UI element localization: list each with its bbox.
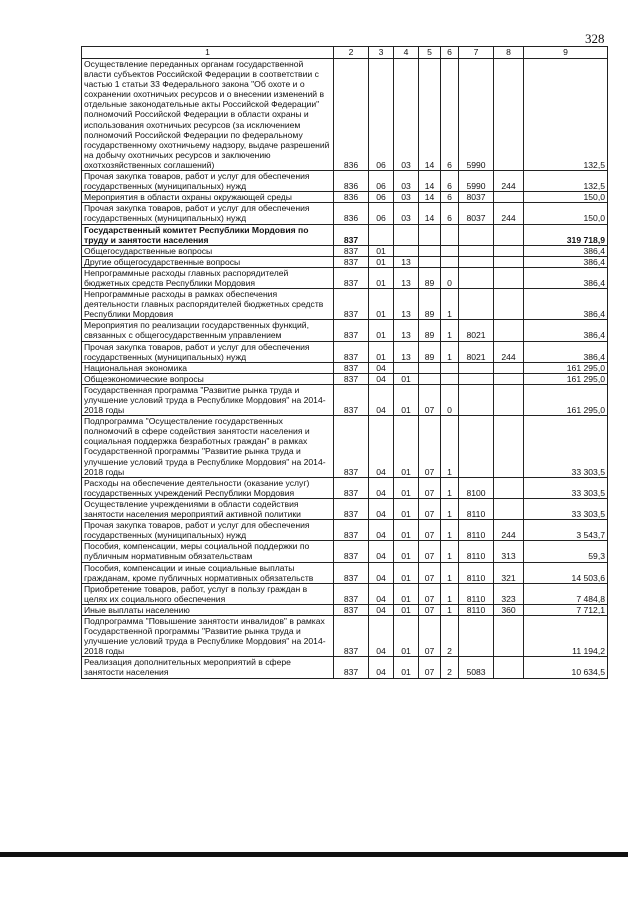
subsection-code: 01 xyxy=(394,604,419,615)
amount-cell: 150,0 xyxy=(524,192,608,203)
row-description: Осуществление переданных органам государственной власти субъектов Российской Федерации в соответствии с частью 1 статьи 33 Федерального закона "Об охоте и о сохранении охотничьих ресурсов и о внесении изменений в отдельные законодательные акты Российской Федерации" полномочий Российской Федерации в области охраны и использования охотничьих ресурсов (за исключением полномочий Российской Федерации по федеральному государственному охотничьему надзору, выдаче разрешений на добычу охотничьих ресурсов и заключению охотхозяйственных соглашений) xyxy=(82,59,334,171)
target-code: 8037 xyxy=(459,192,494,203)
ministry-code: 837 xyxy=(334,373,369,384)
table-row xyxy=(82,583,608,604)
section-code: 04 xyxy=(369,416,394,478)
ministry-code: 837 xyxy=(334,267,369,288)
expense-type-code xyxy=(494,477,524,498)
amount-cell: 319 718,9 xyxy=(524,224,608,245)
ministry-code: 836 xyxy=(334,171,369,192)
program-code: 07 xyxy=(419,384,441,415)
subprogram-code: 6 xyxy=(441,203,459,224)
target-code xyxy=(459,384,494,415)
subsection-code: 03 xyxy=(394,59,419,171)
section-code: 04 xyxy=(369,604,394,615)
target-code xyxy=(459,245,494,256)
section-code: 06 xyxy=(369,59,394,171)
ministry-code: 837 xyxy=(334,224,369,245)
ministry-code: 837 xyxy=(334,245,369,256)
expense-type-code xyxy=(494,498,524,519)
table-row xyxy=(82,657,608,678)
page-number: 328 xyxy=(585,31,605,46)
column-header: 1 xyxy=(82,47,334,59)
expense-type-code xyxy=(494,657,524,678)
expense-type-code xyxy=(494,245,524,256)
subprogram-code: 6 xyxy=(441,171,459,192)
expense-type-code xyxy=(494,373,524,384)
section-code: 04 xyxy=(369,498,394,519)
program-code xyxy=(419,256,441,267)
table-row xyxy=(82,562,608,583)
row-description: Осуществление учреждениями в области содействия занятости населения мероприятий активной политики xyxy=(82,498,334,519)
row-description: Приобретение товаров, работ, услуг в пользу граждан в целях их социального обеспечения xyxy=(82,583,334,604)
section-code: 04 xyxy=(369,615,394,656)
expense-type-code: 244 xyxy=(494,171,524,192)
expense-type-code xyxy=(494,59,524,171)
table-row xyxy=(82,373,608,384)
subprogram-code: 1 xyxy=(441,562,459,583)
section-code: 04 xyxy=(369,583,394,604)
subprogram-code: 6 xyxy=(441,59,459,171)
subsection-code: 01 xyxy=(394,477,419,498)
ministry-code: 837 xyxy=(334,498,369,519)
expense-type-code xyxy=(494,320,524,341)
program-code: 89 xyxy=(419,341,441,362)
target-code: 8021 xyxy=(459,320,494,341)
section-code: 01 xyxy=(369,320,394,341)
subsection-code xyxy=(394,245,419,256)
amount-cell: 161 295,0 xyxy=(524,373,608,384)
section-code: 01 xyxy=(369,341,394,362)
row-description: Пособия, компенсации, меры социальной поддержки по публичным нормативным обязательствам xyxy=(82,541,334,562)
subsection-code: 01 xyxy=(394,498,419,519)
section-code: 04 xyxy=(369,541,394,562)
subprogram-code: 1 xyxy=(441,541,459,562)
program-code: 07 xyxy=(419,657,441,678)
ministry-code: 837 xyxy=(334,477,369,498)
subprogram-code: 1 xyxy=(441,416,459,478)
expense-type-code: 360 xyxy=(494,604,524,615)
subsection-code: 13 xyxy=(394,341,419,362)
ministry-code: 837 xyxy=(334,604,369,615)
target-code xyxy=(459,224,494,245)
program-code: 89 xyxy=(419,320,441,341)
amount-cell: 386,4 xyxy=(524,320,608,341)
ministry-code: 837 xyxy=(334,583,369,604)
row-description: Прочая закупка товаров, работ и услуг для обеспечения государственных (муниципальных) нужд xyxy=(82,341,334,362)
ministry-code: 837 xyxy=(334,562,369,583)
expense-type-code xyxy=(494,289,524,320)
subsection-code: 01 xyxy=(394,416,419,478)
subprogram-code: 2 xyxy=(441,615,459,656)
expense-type-code xyxy=(494,267,524,288)
expense-type-code: 321 xyxy=(494,562,524,583)
table-row xyxy=(82,320,608,341)
ministry-code: 836 xyxy=(334,192,369,203)
target-code xyxy=(459,373,494,384)
amount-cell: 33 303,5 xyxy=(524,416,608,478)
footer-rule xyxy=(0,852,628,857)
column-header: 5 xyxy=(419,47,441,59)
section-code xyxy=(369,224,394,245)
table-row xyxy=(82,192,608,203)
row-description: Общеэкономические вопросы xyxy=(82,373,334,384)
amount-cell: 132,5 xyxy=(524,171,608,192)
column-header: 9 xyxy=(524,47,608,59)
table-row xyxy=(82,384,608,415)
subsection-code: 13 xyxy=(394,256,419,267)
section-code: 04 xyxy=(369,384,394,415)
program-code: 07 xyxy=(419,583,441,604)
expense-type-code: 244 xyxy=(494,341,524,362)
row-description: Прочая закупка товаров, работ и услуг для обеспечения государственных (муниципальных) нужд xyxy=(82,203,334,224)
section-code: 04 xyxy=(369,373,394,384)
amount-cell: 386,4 xyxy=(524,245,608,256)
target-code xyxy=(459,267,494,288)
ministry-code: 837 xyxy=(334,341,369,362)
subprogram-code: 1 xyxy=(441,520,459,541)
subprogram-code: 1 xyxy=(441,604,459,615)
row-description: Другие общегосударственные вопросы xyxy=(82,256,334,267)
table-body xyxy=(82,59,608,679)
row-description: Прочая закупка товаров, работ и услуг для обеспечения государственных (муниципальных) нужд xyxy=(82,520,334,541)
amount-cell: 150,0 xyxy=(524,203,608,224)
ministry-code: 837 xyxy=(334,256,369,267)
expense-type-code: 313 xyxy=(494,541,524,562)
subsection-code: 01 xyxy=(394,520,419,541)
amount-cell: 59,3 xyxy=(524,541,608,562)
header-row xyxy=(82,47,608,59)
subsection-code: 13 xyxy=(394,289,419,320)
target-code: 5990 xyxy=(459,59,494,171)
expense-type-code xyxy=(494,256,524,267)
subprogram-code: 1 xyxy=(441,498,459,519)
row-description: Реализация дополнительных мероприятий в сфере занятости населения xyxy=(82,657,334,678)
subsection-code: 13 xyxy=(394,267,419,288)
section-code: 06 xyxy=(369,203,394,224)
amount-cell: 132,5 xyxy=(524,59,608,171)
amount-cell: 11 194,2 xyxy=(524,615,608,656)
subsection-code: 01 xyxy=(394,373,419,384)
program-code: 07 xyxy=(419,498,441,519)
subsection-code: 01 xyxy=(394,615,419,656)
table-row xyxy=(82,498,608,519)
row-description: Прочая закупка товаров, работ и услуг для обеспечения государственных (муниципальных) нужд xyxy=(82,171,334,192)
program-code: 14 xyxy=(419,192,441,203)
program-code: 07 xyxy=(419,615,441,656)
amount-cell: 386,4 xyxy=(524,267,608,288)
subsection-code: 03 xyxy=(394,171,419,192)
section-code: 06 xyxy=(369,192,394,203)
program-code xyxy=(419,373,441,384)
ministry-code: 837 xyxy=(334,320,369,341)
amount-cell: 14 503,6 xyxy=(524,562,608,583)
subsection-code: 13 xyxy=(394,320,419,341)
table-row xyxy=(82,289,608,320)
program-code xyxy=(419,224,441,245)
amount-cell: 33 303,5 xyxy=(524,477,608,498)
row-description: Общегосударственные вопросы xyxy=(82,245,334,256)
program-code: 07 xyxy=(419,416,441,478)
row-description: Непрограммные расходы главных распорядителей бюджетных средств Республики Мордовия xyxy=(82,267,334,288)
budget-table xyxy=(81,46,608,679)
amount-cell: 386,4 xyxy=(524,341,608,362)
ministry-code: 836 xyxy=(334,59,369,171)
target-code: 8110 xyxy=(459,583,494,604)
table-row xyxy=(82,267,608,288)
section-code: 04 xyxy=(369,657,394,678)
subprogram-code xyxy=(441,224,459,245)
subprogram-code: 2 xyxy=(441,657,459,678)
program-code xyxy=(419,362,441,373)
section-code: 01 xyxy=(369,289,394,320)
subsection-code xyxy=(394,224,419,245)
row-description: Подпрограмма "Осуществление государственных полномочий в сфере содействия занятости населения и социальная поддержка безработных граждан" в рамках Государственной программы "Развитие рынка труда и улучшение условий труда в Республике Мордовия" на 2014-2018 годы xyxy=(82,416,334,478)
ministry-code: 837 xyxy=(334,615,369,656)
target-code: 8037 xyxy=(459,203,494,224)
expense-type-code xyxy=(494,416,524,478)
subprogram-code: 0 xyxy=(441,267,459,288)
table-row xyxy=(82,416,608,478)
ministry-code: 837 xyxy=(334,520,369,541)
table-row xyxy=(82,541,608,562)
expense-type-code xyxy=(494,384,524,415)
table-row xyxy=(82,362,608,373)
target-code: 8110 xyxy=(459,562,494,583)
amount-cell: 161 295,0 xyxy=(524,362,608,373)
program-code: 07 xyxy=(419,562,441,583)
ministry-code: 836 xyxy=(334,203,369,224)
program-code: 07 xyxy=(419,541,441,562)
row-description: Пособия, компенсации и иные социальные выплаты гражданам, кроме публичных нормативных обязательств xyxy=(82,562,334,583)
table-row xyxy=(82,604,608,615)
expense-type-code: 244 xyxy=(494,203,524,224)
target-code xyxy=(459,615,494,656)
column-header: 2 xyxy=(334,47,369,59)
program-code xyxy=(419,245,441,256)
row-description: Непрограммные расходы в рамках обеспечения деятельности главных распорядителей бюджетных средств Республики Мордовия xyxy=(82,289,334,320)
expense-type-code xyxy=(494,224,524,245)
subsection-code: 01 xyxy=(394,384,419,415)
amount-cell: 386,4 xyxy=(524,289,608,320)
subsection-code: 03 xyxy=(394,203,419,224)
subprogram-code xyxy=(441,373,459,384)
row-description: Расходы на обеспечение деятельности (оказание услуг) государственных учреждений Республики Мордовия xyxy=(82,477,334,498)
ministry-code: 837 xyxy=(334,384,369,415)
program-code: 89 xyxy=(419,289,441,320)
expense-type-code xyxy=(494,615,524,656)
section-code: 01 xyxy=(369,245,394,256)
row-description: Мероприятия в области охраны окружающей среды xyxy=(82,192,334,203)
target-code xyxy=(459,289,494,320)
ministry-code: 837 xyxy=(334,416,369,478)
table-row xyxy=(82,203,608,224)
table-row xyxy=(82,59,608,171)
subprogram-code: 1 xyxy=(441,583,459,604)
target-code xyxy=(459,362,494,373)
target-code: 8110 xyxy=(459,604,494,615)
column-header: 8 xyxy=(494,47,524,59)
target-code: 8021 xyxy=(459,341,494,362)
row-description: Иные выплаты населению xyxy=(82,604,334,615)
subsection-code xyxy=(394,362,419,373)
target-code xyxy=(459,256,494,267)
subprogram-code: 1 xyxy=(441,320,459,341)
program-code: 07 xyxy=(419,520,441,541)
expense-type-code xyxy=(494,362,524,373)
column-header: 6 xyxy=(441,47,459,59)
amount-cell: 7 712,1 xyxy=(524,604,608,615)
subsection-code: 03 xyxy=(394,192,419,203)
target-code xyxy=(459,416,494,478)
expense-type-code xyxy=(494,192,524,203)
table-row xyxy=(82,171,608,192)
program-code: 14 xyxy=(419,203,441,224)
target-code: 5990 xyxy=(459,171,494,192)
section-code: 04 xyxy=(369,362,394,373)
table-row xyxy=(82,615,608,656)
ministry-code: 837 xyxy=(334,362,369,373)
target-code: 5083 xyxy=(459,657,494,678)
program-code: 89 xyxy=(419,267,441,288)
subsection-code: 01 xyxy=(394,657,419,678)
row-description: Подпрограмма "Повышение занятости инвалидов" в рамках Государственной программы "Развитие рынка труда и улучшение условий труда в Республике Мордовия" на 2014-2018 годы xyxy=(82,615,334,656)
ministry-code: 837 xyxy=(334,657,369,678)
section-code: 04 xyxy=(369,477,394,498)
program-code: 07 xyxy=(419,604,441,615)
column-header: 3 xyxy=(369,47,394,59)
row-description: Национальная экономика xyxy=(82,362,334,373)
target-code: 8110 xyxy=(459,520,494,541)
subsection-code: 01 xyxy=(394,541,419,562)
target-code: 8110 xyxy=(459,498,494,519)
section-code: 01 xyxy=(369,267,394,288)
table-row xyxy=(82,256,608,267)
expense-type-code: 244 xyxy=(494,520,524,541)
subprogram-code: 0 xyxy=(441,384,459,415)
subprogram-code: 1 xyxy=(441,289,459,320)
row-description: Мероприятия по реализации государственных функций, связанных с общегосударственным управлением xyxy=(82,320,334,341)
ministry-code: 837 xyxy=(334,541,369,562)
column-header: 4 xyxy=(394,47,419,59)
table-row xyxy=(82,245,608,256)
ministry-code: 837 xyxy=(334,289,369,320)
row-description: Государственный комитет Республики Мордовия по труду и занятости населения xyxy=(82,224,334,245)
subprogram-code xyxy=(441,256,459,267)
amount-cell: 33 303,5 xyxy=(524,498,608,519)
table-row xyxy=(82,224,608,245)
table-row xyxy=(82,520,608,541)
subprogram-code: 6 xyxy=(441,192,459,203)
section-code: 06 xyxy=(369,171,394,192)
target-code: 8100 xyxy=(459,477,494,498)
program-code: 14 xyxy=(419,171,441,192)
target-code: 8110 xyxy=(459,541,494,562)
subprogram-code xyxy=(441,245,459,256)
amount-cell: 386,4 xyxy=(524,256,608,267)
subsection-code: 01 xyxy=(394,583,419,604)
subprogram-code: 1 xyxy=(441,341,459,362)
subprogram-code xyxy=(441,362,459,373)
subsection-code: 01 xyxy=(394,562,419,583)
amount-cell: 10 634,5 xyxy=(524,657,608,678)
program-code: 07 xyxy=(419,477,441,498)
section-code: 04 xyxy=(369,562,394,583)
table-row xyxy=(82,477,608,498)
expense-type-code: 323 xyxy=(494,583,524,604)
amount-cell: 161 295,0 xyxy=(524,384,608,415)
program-code: 14 xyxy=(419,59,441,171)
column-header: 7 xyxy=(459,47,494,59)
amount-cell: 3 543,7 xyxy=(524,520,608,541)
amount-cell: 7 484,8 xyxy=(524,583,608,604)
row-description: Государственная программа "Развитие рынка труда и улучшение условий труда в Республике Мордовия" на 2014-2018 годы xyxy=(82,384,334,415)
section-code: 01 xyxy=(369,256,394,267)
subprogram-code: 1 xyxy=(441,477,459,498)
table-row xyxy=(82,341,608,362)
section-code: 04 xyxy=(369,520,394,541)
